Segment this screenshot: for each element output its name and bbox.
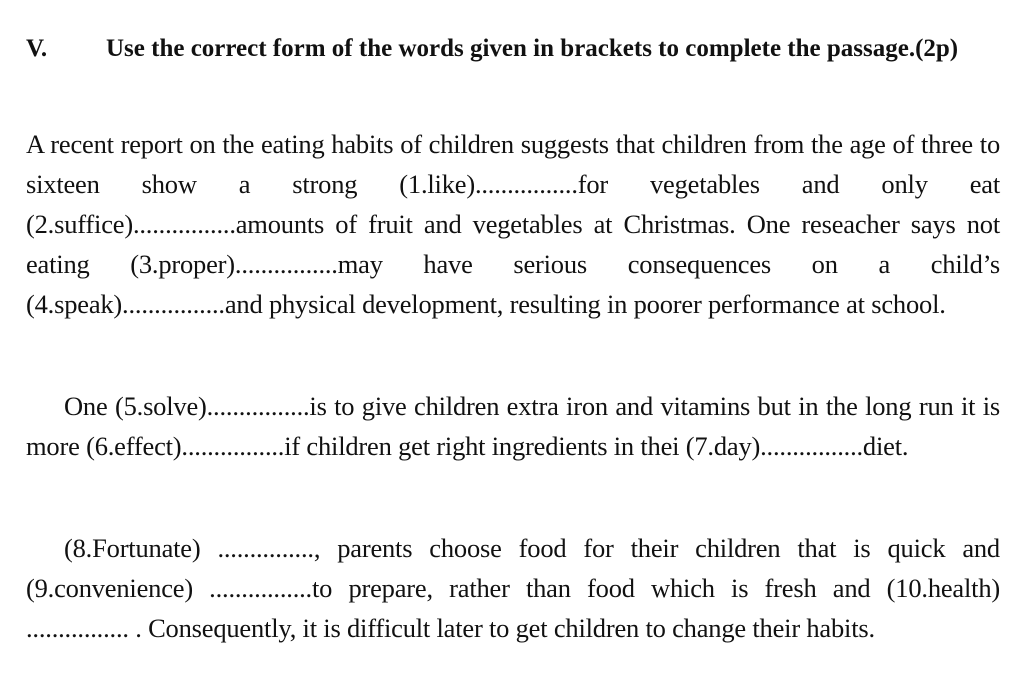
passage-paragraph-1: A recent report on the eating habits of children suggests that children from the age of three to sixteen show a strong (1.like)................for vegetables and only eat (2.suffice)................amounts of fruit and vegetables at Christmas. One reseacher says not eating (3.proper)................may have serious consequences on a child’s (4.speak)................and physical development, resulting in poorer performance at school. <box>26 129 1000 319</box>
exercise-instructions: Use the correct form of the words given in brackets to complete the passage.(2p) <box>106 35 959 62</box>
passage-paragraph-3: (8.Fortunate) ..............., parents choose food for their children that is quick and (9.convenience) ................to prepare, rather than food which is fresh and (10.health) ................ . Consequently, it is difficult later to get children to change their habits. <box>26 533 1000 643</box>
exercise-heading <box>26 28 1006 70</box>
passage-paragraph-2: One (5.solve)................is to give children extra iron and vitamins but in the long run it is more (6.effect)................if children get right ingredients in thei (7.day)................diet. <box>26 391 1000 461</box>
exercise-number: V. <box>26 35 48 62</box>
